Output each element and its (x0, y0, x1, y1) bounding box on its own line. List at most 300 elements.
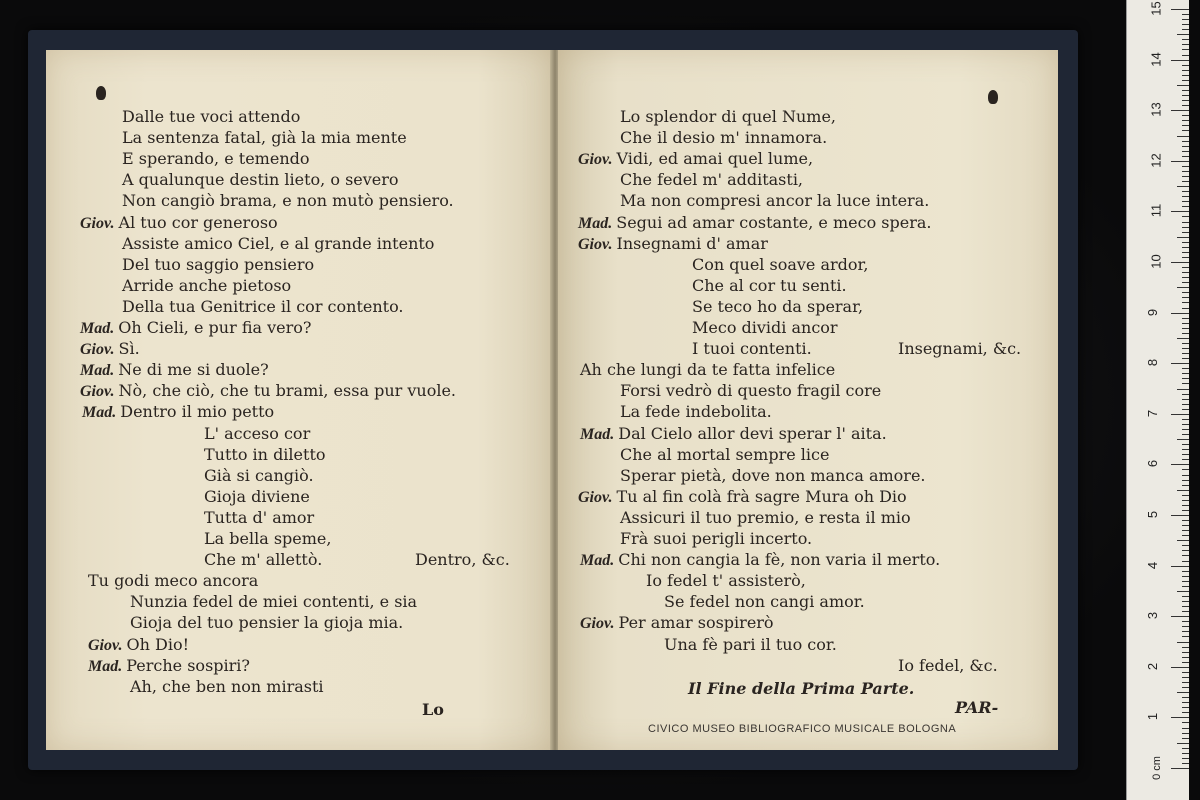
speaker-label: Mad. (80, 362, 119, 380)
ruler-tick (1182, 399, 1189, 400)
ruler-tick (1182, 358, 1189, 359)
ruler-tick (1182, 444, 1189, 445)
verse-text: Del tuo saggio pensiero (122, 254, 315, 274)
verse-line (130, 678, 324, 696)
ruler-number: 11 (1148, 204, 1164, 218)
ruler-tick (1182, 636, 1189, 637)
speaker-label: Giov. (80, 341, 119, 359)
ruler-tick (1171, 110, 1189, 111)
verse-text: Della tua Genitrice il cor contento. (122, 296, 404, 316)
ruler-tick (1177, 490, 1189, 491)
ruler-tick (1182, 70, 1189, 71)
ruler-number: 3 (1145, 612, 1161, 620)
ruler-number: 8 (1145, 359, 1161, 367)
ruler-tick (1182, 545, 1189, 546)
ruler-number: 10 (1148, 254, 1164, 269)
ruler-tick (1182, 49, 1189, 50)
ruler-tick (1182, 242, 1189, 243)
ruler-tick (1182, 95, 1189, 96)
ruler-tick (1177, 540, 1189, 541)
ruler-tick (1182, 227, 1189, 228)
verse-text: Ne di me si duole? (118, 360, 269, 380)
verse-line (646, 572, 806, 590)
verse-line (122, 256, 314, 274)
refrain-cue: Insegnami, &c. (898, 339, 1022, 359)
ruler-tick (1182, 728, 1189, 729)
ruler-tick (1171, 414, 1189, 415)
ruler-tick (1182, 272, 1189, 273)
verse-text: Vidi, ed amai quel lume, (616, 149, 814, 169)
ruler-tick (1182, 753, 1189, 754)
verse-line (204, 425, 310, 443)
ruler-tick (1171, 717, 1189, 718)
ruler-number: 14 (1148, 51, 1164, 67)
verse-line (88, 572, 258, 590)
verse-line (122, 298, 404, 316)
ruler-tick (1177, 591, 1189, 592)
ruler-tick (1182, 201, 1189, 202)
ruler-tick (1182, 647, 1189, 648)
verse-line (664, 636, 837, 654)
end-note: Il Fine della Prima Parte. (688, 679, 915, 698)
ruler-tick (1182, 348, 1189, 349)
ruler-tick (1182, 105, 1189, 106)
ruler-number: 9 (1145, 308, 1161, 316)
verse-line (578, 150, 813, 169)
ruler-tick (1182, 394, 1189, 395)
ruler-tick (1177, 439, 1189, 440)
ruler-tick (1177, 743, 1189, 744)
ruler-number: 7 (1145, 409, 1161, 417)
ruler-tick (1171, 60, 1189, 61)
ruler-tick (1182, 485, 1189, 486)
ruler-tick (1177, 338, 1189, 339)
verse-line (88, 657, 250, 676)
ruler-tick (1177, 34, 1189, 35)
verse-line (620, 467, 926, 485)
library-stamp: CIVICO MUSEO BIBLIOGRAFICO MUSICALE BOLOGNA (648, 723, 957, 735)
verse-line (204, 509, 314, 527)
ruler-tick (1182, 277, 1189, 278)
verse-text: Ah che lungi da te fatta infelice (580, 360, 836, 380)
ruler-number: 6 (1145, 460, 1161, 468)
verse-text: Dalle tue voci attendo (122, 107, 301, 126)
ruler-tick (1182, 702, 1189, 703)
verse-text: Nunzia fedel de miei contenti, e sia (130, 592, 418, 612)
speaker-label: Giov. (578, 488, 617, 506)
ruler-tick (1182, 24, 1189, 25)
verse-text: Ah, che ben non mirasti (130, 676, 324, 696)
ruler-tick (1182, 90, 1189, 91)
ruler-tick (1177, 85, 1189, 86)
verse-text: Assicuri il tuo premio, e resta il mio (620, 507, 911, 527)
speaker-label: Giov. (80, 214, 119, 232)
verse-text: Nò, che ciò, che tu brami, essa pur vuole. (118, 381, 456, 401)
verse-text: Lo splendor di quel Nume, (620, 107, 836, 126)
catchword: PAR- (955, 698, 999, 717)
ruler-tick (1177, 186, 1189, 187)
ruler-tick (1182, 449, 1189, 450)
ruler-tick (1182, 555, 1189, 556)
verse-text: Forsi vedrò di questo fragil core (620, 381, 882, 401)
ruler-tick (1182, 404, 1189, 405)
ruler-tick (1182, 459, 1189, 460)
refrain-cue: Io fedel, &c. (898, 655, 998, 675)
verse-text: Già si cangiò. (204, 465, 314, 485)
verse-line (620, 171, 803, 189)
verse-line (620, 129, 827, 147)
verse-line (122, 129, 407, 147)
verse-line (620, 446, 829, 464)
ruler-tick (1182, 657, 1189, 658)
ruler-tick (1182, 196, 1189, 197)
ruler-tick (1182, 687, 1189, 688)
ruler-tick (1171, 161, 1189, 162)
ruler-tick (1182, 561, 1189, 562)
measurement-ruler (1126, 0, 1189, 800)
verse-line (620, 108, 836, 126)
verse-line (578, 235, 768, 254)
ruler-tick (1182, 308, 1189, 309)
ruler-number: 1 (1145, 713, 1161, 721)
ruler-tick (1182, 611, 1189, 612)
ruler-tick (1182, 115, 1189, 116)
ruler-tick (1182, 581, 1189, 582)
verse-text: Che al cor tu senti. (692, 275, 847, 295)
ruler-tick (1182, 419, 1189, 420)
ruler-tick (1182, 368, 1189, 369)
verse-text: Tu godi meco ancora (88, 571, 259, 591)
verse-text: Per amar sospirerò (618, 613, 774, 633)
ruler-tick (1182, 373, 1189, 374)
verse-line (122, 108, 300, 126)
ruler-tick (1171, 566, 1189, 567)
verse-text: La sentenza fatal, già la mia mente (122, 128, 407, 148)
ruler-tick (1182, 677, 1189, 678)
ruler-tick (1182, 621, 1189, 622)
verse-text: A qualunque destin lieto, o severo (122, 170, 399, 190)
verse-text: E sperando, e temendo (122, 149, 310, 169)
verse-line (130, 593, 417, 611)
verse-line (204, 467, 314, 485)
ruler-tick (1182, 525, 1189, 526)
ruler-tick (1182, 151, 1189, 152)
ruler-tick (1182, 323, 1189, 324)
verse-line (80, 361, 269, 380)
ruler-tick (1182, 156, 1189, 157)
ruler-tick (1182, 722, 1189, 723)
verse-text: Una fè pari il tuo cor. (664, 634, 837, 654)
ruler-tick (1182, 738, 1189, 739)
ruler-tick (1182, 409, 1189, 410)
ruler-tick (1182, 631, 1189, 632)
verse-text: Che al mortal sempre lice (620, 444, 830, 464)
ruler-tick (1182, 75, 1189, 76)
verse-text: Io fedel t' assisterò, (646, 571, 806, 591)
verse-text: Tu al fin colà frà sagre Mura oh Dio (616, 486, 907, 506)
ruler-tick (1182, 626, 1189, 627)
ruler-tick (1182, 500, 1189, 501)
ruler-tick (1182, 652, 1189, 653)
ruler-tick (1182, 535, 1189, 536)
verse-text: Al tuo cor generoso (118, 212, 278, 232)
ruler-tick (1182, 44, 1189, 45)
ruler-tick (1182, 606, 1189, 607)
verse-line (620, 509, 911, 527)
ruler-tick (1177, 287, 1189, 288)
verse-line (80, 214, 278, 233)
ruler-tick (1182, 682, 1189, 683)
verse-line (620, 382, 881, 400)
ruler-tick (1182, 383, 1189, 384)
ruler-number: 15 (1148, 1, 1164, 16)
speaker-label: Giov. (578, 235, 617, 253)
ruler-tick (1182, 55, 1189, 56)
verse-text: Tutta d' amor (204, 507, 315, 527)
ruler-tick (1182, 80, 1189, 81)
verse-text: Perche sospiri? (126, 655, 250, 675)
ruler-tick (1177, 642, 1189, 643)
verse-line (80, 382, 456, 401)
speaker-label: Mad. (88, 657, 127, 675)
ruler-tick (1182, 328, 1189, 329)
speaker-label: Mad. (80, 320, 119, 337)
ruler-tick (1182, 191, 1189, 192)
ruler-tick (1182, 662, 1189, 663)
ruler-tick (1182, 733, 1189, 734)
verse-text: Frà suoi perigli incerto. (620, 529, 813, 548)
ruler-tick (1182, 378, 1189, 379)
ruler-tick (1182, 171, 1189, 172)
ruler-tick (1182, 318, 1189, 319)
verse-text: Insegnami d' amar (616, 233, 768, 253)
ruler-tick (1182, 707, 1189, 708)
verse-line (122, 171, 399, 189)
verse-text: Ma non compresi ancor la luce intera. (620, 191, 930, 211)
ruler-tick (1182, 480, 1189, 481)
speaker-label: Giov. (80, 383, 119, 401)
ruler-tick (1182, 505, 1189, 506)
verse-line (664, 593, 865, 611)
ruler-tick (1182, 748, 1189, 749)
ruler-number: 4 (1145, 561, 1161, 569)
verse-text: Assiste amico Ciel, e al grande intento (122, 233, 435, 253)
ruler-tick (1171, 363, 1189, 364)
verse-text: Dal Cielo allor devi sperar l' aita. (618, 423, 887, 443)
ruler-tick (1177, 237, 1189, 238)
ruler-tick (1182, 454, 1189, 455)
verse-text: Che m' allettò. (204, 550, 323, 570)
ruler-tick (1182, 520, 1189, 521)
ruler-number: 12 (1148, 153, 1164, 168)
verse-text: La fede indebolita. (620, 402, 772, 422)
speaker-label: Giov. (580, 615, 619, 633)
verse-line (122, 192, 454, 210)
ruler-tick (1182, 292, 1189, 293)
verse-text: Sperar pietà, dove non manca amore. (620, 465, 926, 485)
ruler-tick (1182, 120, 1189, 121)
verse-text: L' acceso cor (204, 423, 311, 443)
verse-line (692, 298, 863, 316)
verse-text: Gioja del tuo pensier la gioja mia. (130, 613, 404, 633)
ruler-tick (1182, 19, 1189, 20)
ruler-unit-label: 0 cm (1150, 756, 1163, 780)
ruler-tick (1182, 125, 1189, 126)
ruler-tick (1182, 65, 1189, 66)
ruler-tick (1182, 697, 1189, 698)
verse-line (620, 403, 772, 421)
verse-text: Chi non cangia la fè, non varia il merto. (618, 550, 941, 570)
verse-text: Meco dividi ancor (692, 318, 838, 337)
ruler-tick (1182, 550, 1189, 551)
verse-text: Arride anche pietoso (122, 275, 292, 295)
ruler-tick (1182, 14, 1189, 15)
verse-text: Dentro il mio petto (120, 402, 275, 422)
ruler-tick (1171, 9, 1189, 10)
verse-text: Con quel soave ardor, (692, 254, 869, 274)
ruler-tick (1182, 333, 1189, 334)
page-stain-mark (988, 90, 998, 104)
ruler-tick (1177, 692, 1189, 693)
verse-line (80, 340, 140, 359)
verse-line (204, 530, 331, 548)
speaker-label: Giov. (88, 636, 127, 654)
ruler-tick (1182, 758, 1189, 759)
speaker-label: Mad. (578, 214, 617, 232)
verse-text: Tutto in diletto (204, 444, 326, 464)
verse-text: Non cangiò brama, e non mutò pensiero. (122, 191, 454, 211)
verse-line (692, 277, 847, 295)
verse-line (204, 446, 326, 464)
ruler-tick (1171, 515, 1189, 516)
verse-line (578, 488, 907, 507)
ruler-tick (1182, 181, 1189, 182)
verse-line (130, 614, 403, 632)
ruler-tick (1182, 267, 1189, 268)
verse-line (620, 530, 812, 548)
speaker-label: Mad. (580, 552, 619, 570)
verse-line (122, 277, 291, 295)
ruler-tick (1171, 667, 1189, 668)
ruler-tick (1182, 510, 1189, 511)
ruler-tick (1182, 712, 1189, 713)
ruler-tick (1177, 389, 1189, 390)
ruler-tick (1182, 424, 1189, 425)
ruler-tick (1182, 252, 1189, 253)
verse-line (122, 235, 434, 253)
ruler-tick (1182, 530, 1189, 531)
ruler-tick (1182, 601, 1189, 602)
verse-text: Che fedel m' additasti, (620, 170, 804, 190)
ruler-tick (1171, 464, 1189, 465)
ruler-tick (1171, 616, 1189, 617)
verse-line (580, 425, 887, 444)
ruler-number: 2 (1145, 662, 1161, 670)
verse-line (692, 319, 838, 337)
ruler-tick (1182, 39, 1189, 40)
ruler-tick (1182, 353, 1189, 354)
page-stain-mark (96, 86, 106, 100)
ruler-tick (1182, 29, 1189, 30)
verse-text: Sì. (118, 339, 140, 359)
verse-line (578, 214, 931, 233)
ruler-tick (1182, 343, 1189, 344)
verse-text: La bella speme, (204, 529, 332, 548)
ruler-tick (1182, 141, 1189, 142)
ruler-tick (1182, 206, 1189, 207)
speaker-label: Giov. (578, 151, 617, 169)
ruler-tick (1182, 429, 1189, 430)
verse-line (580, 551, 940, 570)
ruler-tick (1182, 495, 1189, 496)
verse-text: Che il desio m' innamora. (620, 128, 828, 148)
ruler-tick (1182, 282, 1189, 283)
ruler-tick (1182, 166, 1189, 167)
ruler-tick (1182, 130, 1189, 131)
speaker-label: Mad. (580, 425, 619, 443)
ruler-tick (1182, 302, 1189, 303)
ruler-tick (1182, 146, 1189, 147)
verse-text: I tuoi contenti. (692, 339, 812, 359)
ruler-tick (1182, 576, 1189, 577)
verse-line (692, 256, 869, 274)
ruler-tick (1171, 262, 1189, 263)
ruler-tick (1177, 136, 1189, 137)
catchword: Lo (422, 700, 444, 719)
ruler-tick (1171, 768, 1189, 769)
ruler-tick (1182, 222, 1189, 223)
ruler-number: 13 (1148, 102, 1164, 117)
verse-line (82, 403, 274, 422)
ruler-tick (1182, 571, 1189, 572)
verse-text: Se teco ho da sperar, (692, 296, 864, 316)
verse-line (122, 150, 310, 168)
ruler-tick (1182, 257, 1189, 258)
ruler-tick (1182, 672, 1189, 673)
verse-line (580, 361, 835, 379)
ruler-tick (1182, 475, 1189, 476)
ruler-tick (1182, 763, 1189, 764)
ruler-tick (1182, 100, 1189, 101)
ruler-tick (1182, 216, 1189, 217)
ruler-tick (1171, 313, 1189, 314)
ruler-number: 5 (1145, 510, 1161, 519)
ruler-tick (1171, 211, 1189, 212)
ruler-tick (1182, 469, 1189, 470)
verse-line (580, 614, 774, 633)
verse-line (204, 551, 322, 569)
verse-text: Segui ad amar costante, e meco spera. (616, 212, 932, 232)
speaker-label: Mad. (82, 404, 121, 422)
verse-line (204, 488, 310, 506)
ruler-tick (1182, 176, 1189, 177)
verse-line (620, 192, 929, 210)
ruler-tick (1182, 297, 1189, 298)
refrain-cue: Dentro, &c. (415, 550, 510, 570)
ruler-tick (1182, 434, 1189, 435)
ruler-tick (1182, 596, 1189, 597)
verse-text: Se fedel non cangi amor. (664, 592, 865, 612)
ruler-tick (1182, 586, 1189, 587)
verse-text: Oh Dio! (126, 634, 190, 654)
verse-line (88, 636, 189, 655)
verse-line (80, 319, 311, 338)
verse-line (692, 340, 812, 358)
verse-text: Oh Cieli, e pur fia vero? (118, 318, 312, 337)
verse-text: Gioja diviene (204, 486, 310, 506)
ruler-tick (1182, 247, 1189, 248)
ruler-tick (1182, 232, 1189, 233)
